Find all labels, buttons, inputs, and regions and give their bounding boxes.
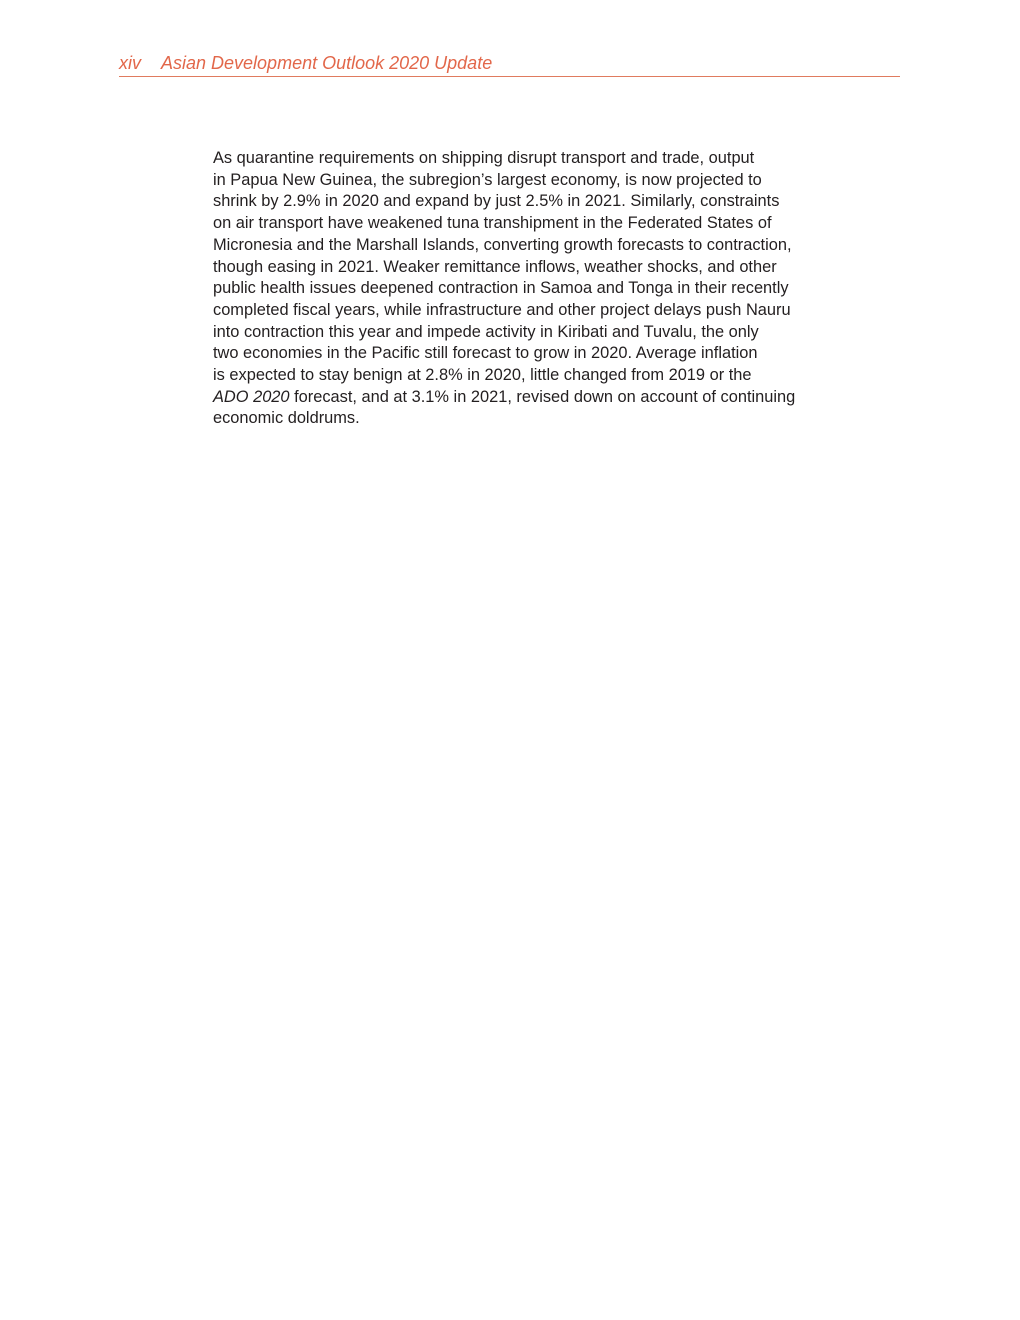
text-line: shrink by 2.9% in 2020 and expand by just 2.5% in 2021. Similarly, constraints <box>213 192 780 211</box>
text-line: completed fiscal years, while infrastructure and other project delays push Nauru <box>213 300 791 319</box>
text-line: into contraction this year and impede activity in Kiribati and Tuvalu, the only <box>213 322 759 341</box>
page-number: xiv <box>119 53 141 73</box>
publication-title: Asian Development Outlook 2020 Update <box>161 53 493 73</box>
text-line <box>213 387 833 409</box>
body-paragraph <box>213 148 833 430</box>
text-line: though easing in 2021. Weaker remittance inflows, weather shocks, and other <box>213 257 777 276</box>
text-line: two economies in the Pacific still forecast to grow in 2020. Average inflation <box>213 344 758 363</box>
text-fragment: forecast, and at 3.1% in 2021, revised down on account of continuing <box>289 387 796 406</box>
text-line: As quarantine requirements on shipping disrupt transport and trade, output <box>213 149 755 167</box>
text-line: public health issues deepened contraction in Samoa and Tonga in their recently <box>213 279 789 298</box>
text-line: in Papua New Guinea, the subregion’s largest economy, is now projected to <box>213 170 762 189</box>
text-line: economic doldrums. <box>213 409 360 428</box>
publication-reference: ADO 2020 <box>213 387 290 406</box>
text-line: on air transport have weakened tuna transhipment in the Federated States of <box>213 214 772 233</box>
running-header <box>119 50 900 77</box>
text-line: is expected to stay benign at 2.8% in 2020, little changed from 2019 or the <box>213 366 752 385</box>
text-line: Micronesia and the Marshall Islands, converting growth forecasts to contraction, <box>213 235 792 254</box>
